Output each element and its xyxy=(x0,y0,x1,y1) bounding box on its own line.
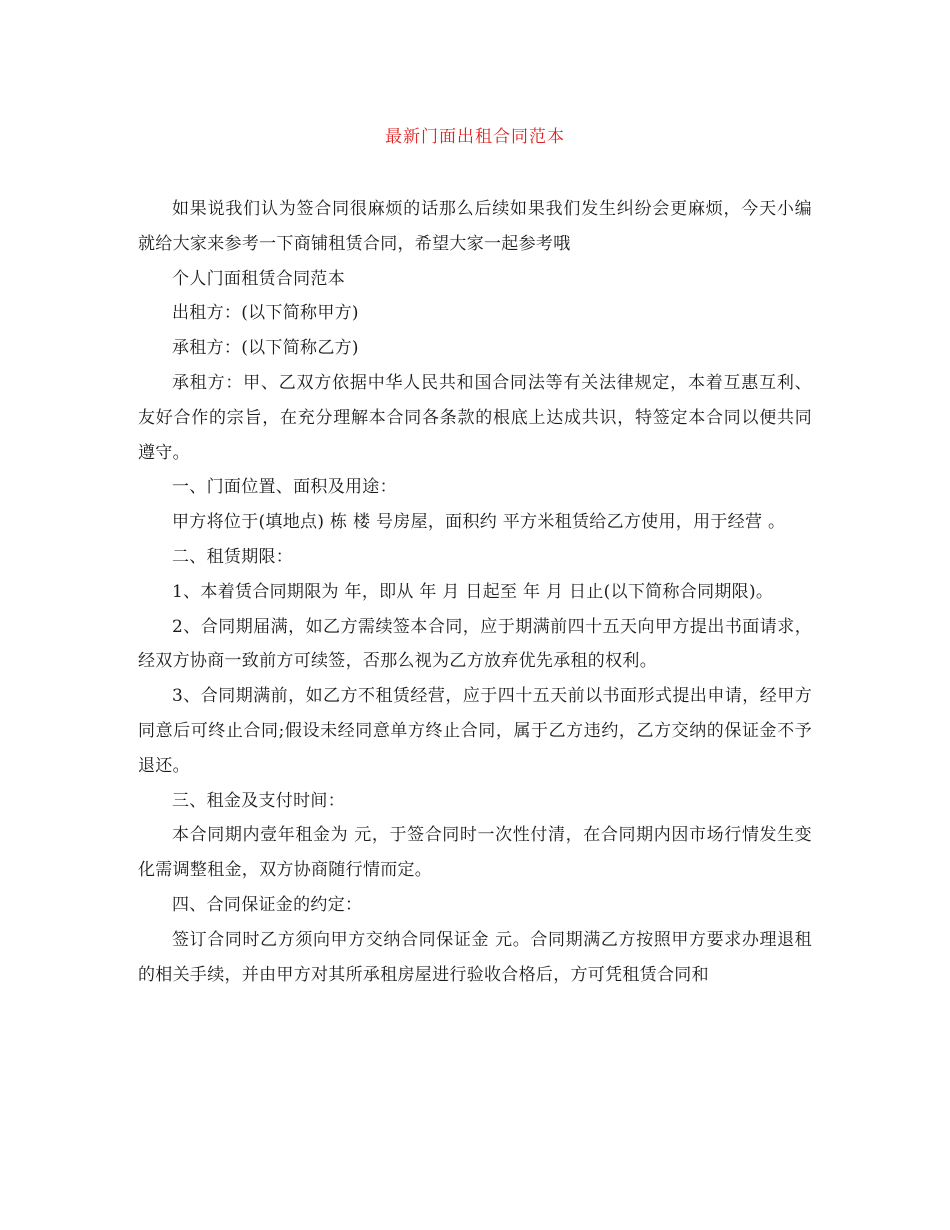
paragraph-lessor: 出租方：(以下简称甲方) xyxy=(172,303,359,324)
paragraph-lessee: 承租方：(以下简称乙方) xyxy=(172,338,359,359)
paragraph-term-2: 2、合同期届满，如乙方需续签本合同，应于期满前四十五天向甲方提出书面请求，经双方协商一致前方可续签，否那么视为乙方放弃优先承租的权利。 xyxy=(138,616,812,672)
paragraph-term-3: 3、合同期满前，如乙方不租赁经营，应于四十五天前以书面形式提出申请，经甲方同意后可终止合同;假设未经同意单方终止合同，属于乙方违约，乙方交纳的保证金不予退还。 xyxy=(138,686,812,776)
paragraph-location: 甲方将位于(填地点) 栋 楼 号房屋，面积约 平方米租赁给乙方使用，用于经营 。 xyxy=(172,512,786,533)
document-title: 最新门面出租合同范本 xyxy=(385,127,565,147)
paragraph-subtitle: 个人门面租赁合同范本 xyxy=(172,268,345,289)
section-heading-location: 一、门面位置、面积及用途： xyxy=(172,477,397,498)
paragraph-term-1: 1、本着赁合同期限为 年，即从 年 月 日起至 年 月 日止(以下简称合同期限)。 xyxy=(172,581,774,602)
section-heading-rent: 三、租金及支付时间： xyxy=(172,790,345,811)
paragraph-preamble: 承租方：甲、乙双方依据中华人民共和国合同法等有关法律规定，本着互惠互利、友好合作的宗旨，在充分理解本合同各条款的根底上达成共识，特签定本合同以便共同遵守。 xyxy=(138,372,812,463)
section-heading-term: 二、租赁期限： xyxy=(172,546,294,567)
document-body xyxy=(138,192,812,992)
paragraph-intro: 如果说我们认为签合同很麻烦的话那么后续如果我们发生纠纷会更麻烦，今天小编就给大家来参考一下商铺租赁合同，希望大家一起参考哦 xyxy=(138,199,812,254)
paragraph-deposit: 签订合同时乙方须向甲方交纳合同保证金 元。合同期满乙方按照甲方要求办理退租的相关手续，并由甲方对其所承租房屋进行验收合格后，方可凭租赁合同和 xyxy=(138,929,812,985)
paragraph-rent: 本合同期内壹年租金为 元，于签合同时一次性付清，在合同期内因市场行情发生变化需调整租金，双方协商随行情而定。 xyxy=(138,825,812,881)
section-heading-deposit: 四、合同保证金的约定： xyxy=(172,894,363,915)
